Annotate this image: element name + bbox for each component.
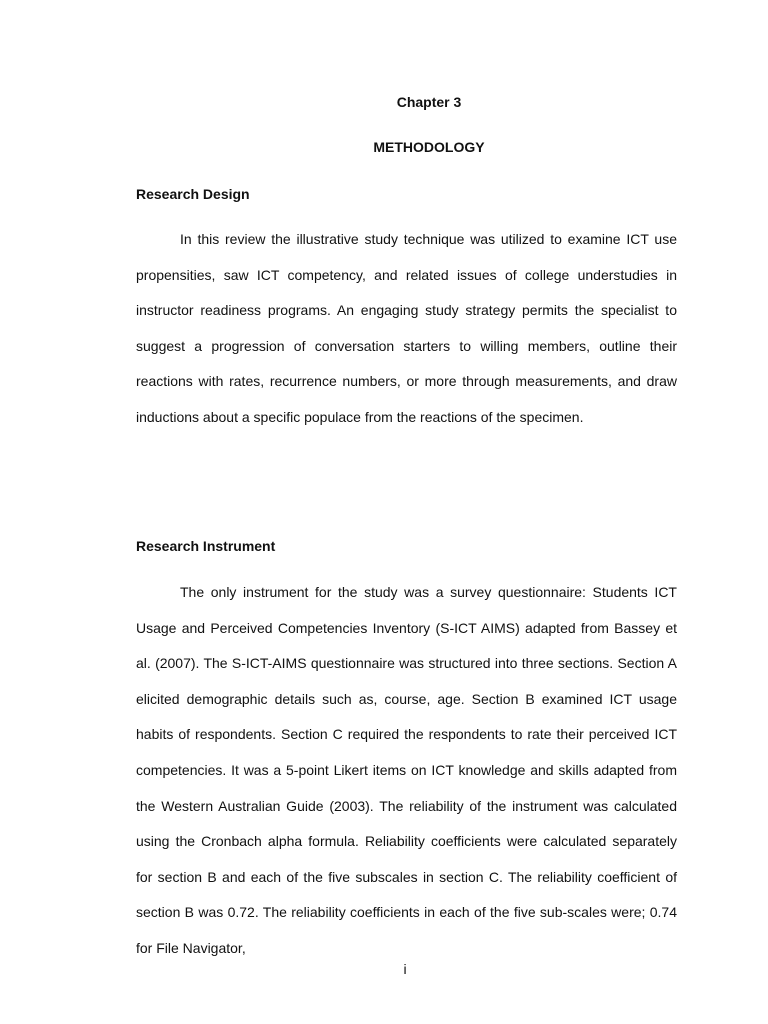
research-instrument-paragraph: The only instrument for the study was a survey questionnaire: Students ICT Usage and Perceived Competencies Inventory (S-ICT AIMS) adapted from Bassey et al. (2007). The S-ICT-AIMS questionnaire was structured into three sections. Section A elicited demographic details such as, course, age. Section B examined ICT usage habits of respondents. Section C required the respondents to rate their perceived ICT competencies. It was a 5-point Likert items on ICT knowledge and skills adapted from the Western Australian Guide (2003). The reliability of the instrument was calculated using the Cronbach alpha formula. Reliability coefficients were calculated separately for section B and each of the five subscales in section C. The reliability coefficient of section B was 0.72. The reliability coefficients in each of the five sub-scales were; 0.74 for File Navigator, [136,584,677,956]
page-number: i [403,961,407,977]
research-design-paragraph: In this review the illustrative study technique was utilized to examine ICT use propensities, saw ICT competency, and related issues of college understudies in instructor readiness programs. An engaging study strategy permits the specialist to suggest a progression of conversation starters to willing members, outline their reactions with rates, recurrence numbers, or more through measurements, and draw inductions about a specific populace from the reactions of the specimen. [136,231,677,425]
section-heading-research-design: Research Design [136,186,250,202]
chapter-title: METHODOLOGY [373,139,485,155]
chapter-label: Chapter 3 [396,94,462,110]
section-heading-research-instrument: Research Instrument [136,538,276,554]
